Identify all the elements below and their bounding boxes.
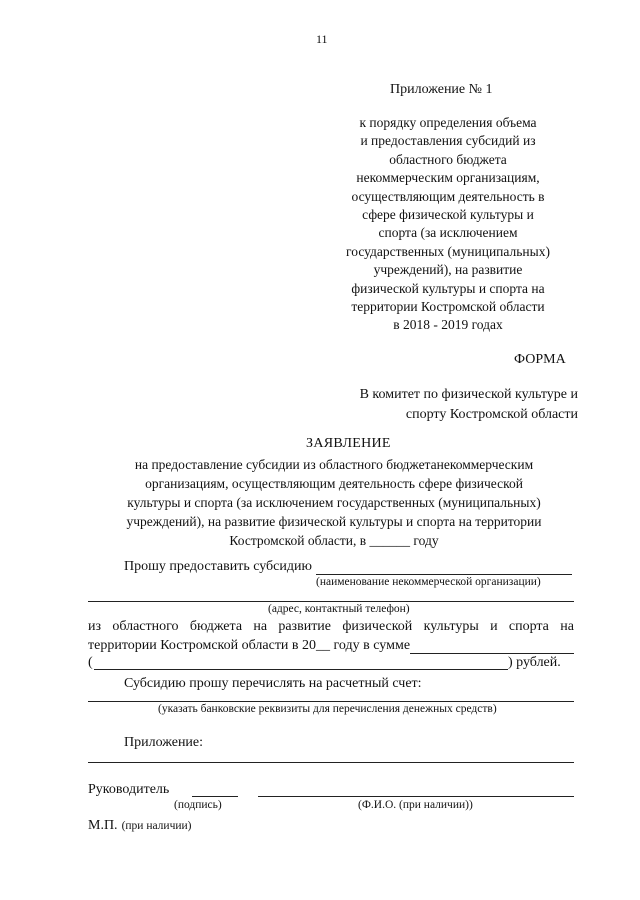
appendix-line: физической культуры и спорта на [351, 280, 545, 296]
bank-details-field[interactable] [88, 701, 574, 702]
signature-field[interactable] [192, 796, 238, 797]
application-line: на предоставление субсидии из областного бюджетанекоммерческим [134, 457, 534, 472]
appendix-line: территории Костромской области [351, 299, 545, 315]
territory-text: территории Костромской области в 20__ году в сумме [88, 638, 411, 653]
budget-word: спорта [508, 619, 549, 634]
appendix-line: некоммерческим организациям, [356, 170, 540, 186]
full-name-hint: (Ф.И.О. (при наличии)) [358, 799, 473, 811]
page-number: 11 [316, 32, 328, 46]
budget-word: бюджета [189, 619, 243, 634]
addressee-line: спорту Костромской области [405, 407, 578, 422]
budget-word: и [490, 619, 498, 634]
full-name-field[interactable] [258, 796, 574, 797]
appendix-description [318, 114, 578, 335]
request-text: Прошу предоставить субсидию [124, 559, 312, 574]
appendix-line: сфере физической культуры и [362, 207, 534, 223]
appendix-line: областного бюджета [389, 151, 507, 167]
addressee-block [320, 385, 578, 425]
address-field[interactable] [88, 601, 574, 602]
head-label: Руководитель [88, 782, 170, 797]
amount-open-paren: ( [88, 655, 93, 670]
budget-word: областного [112, 619, 179, 634]
application-line: организациям, осуществляющим деятельность сфере физической [145, 476, 523, 491]
appendix-line: и предоставления субсидий из [360, 133, 536, 149]
application-line: учреждений), на развитие физической культуры и спорта на территории [126, 514, 542, 529]
appendix-line: к порядку определения объема [359, 115, 537, 130]
budget-word: физической [342, 619, 413, 634]
amount-number-field[interactable] [410, 653, 574, 654]
amount-close-text: ) рублей. [508, 655, 561, 670]
budget-word: развитие [278, 619, 332, 634]
application-subject [88, 455, 580, 550]
appendix-line: в 2018 - 2019 годах [393, 317, 503, 333]
attachment-field[interactable] [88, 762, 574, 763]
form-label: ФОРМА [514, 352, 566, 367]
address-hint: (адрес, контактный телефон) [268, 603, 410, 615]
signature-hint: (подпись) [174, 799, 222, 811]
bank-hint: (указать банковские реквизиты для перечисления денежных средств) [158, 703, 497, 715]
budget-word: из [88, 619, 102, 634]
appendix-line: спорта (за исключением [378, 225, 518, 241]
seal-label: М.П. [88, 818, 118, 833]
appendix-title: Приложение № 1 [390, 82, 493, 97]
attachment-label: Приложение: [124, 735, 204, 750]
budget-word: культуры [423, 619, 479, 634]
org-name-field[interactable] [316, 574, 572, 575]
amount-words-field[interactable] [94, 669, 508, 670]
application-line: Костромской области, в ______ году [229, 533, 439, 548]
addressee-line: В комитет по физической культуре и [359, 387, 578, 402]
budget-line [88, 619, 574, 635]
org-name-hint: (наименование некоммерческой организации) [316, 576, 541, 588]
application-line: культуры и спорта (за исключением государственных (муниципальных) [127, 495, 541, 510]
seal-hint: (при наличии) [121, 820, 192, 832]
account-text: Субсидию прошу перечислять на расчетный счет: [124, 676, 422, 691]
appendix-line: государственных (муниципальных) [346, 243, 550, 259]
budget-word: на [253, 619, 268, 634]
seal-block [88, 816, 192, 834]
appendix-line: осуществляющим деятельность в [351, 188, 545, 204]
budget-word: на [560, 619, 574, 634]
appendix-line: учреждений), на развитие [373, 262, 523, 278]
application-title: ЗАЯВЛЕНИЕ [306, 436, 391, 451]
